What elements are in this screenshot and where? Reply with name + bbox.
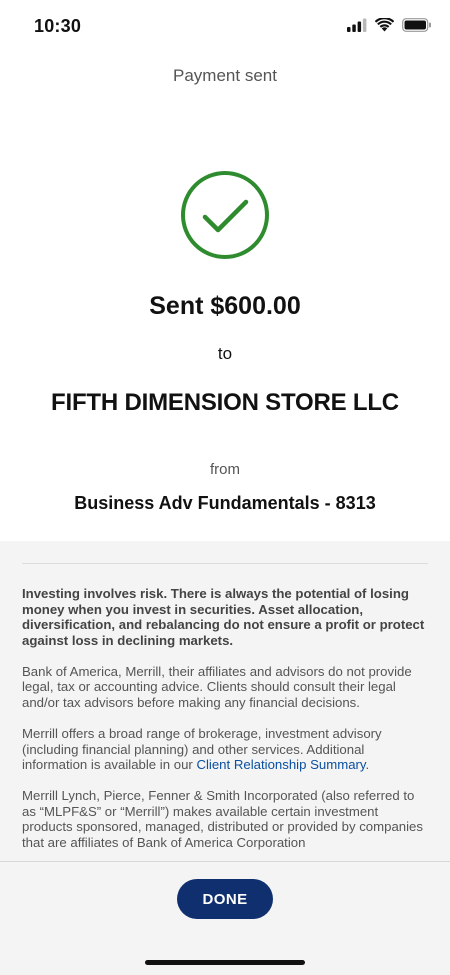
done-button[interactable]: DONE bbox=[177, 879, 273, 919]
mlpfs-disclosure: Merrill Lynch, Pierce, Fenner & Smith Incorporated (also referred to as “MLPF&S” or “Merrill”) makes available certain investment products sponsored, managed, distributed or provided by companies that are affiliates of Bank of America Corporation bbox=[22, 788, 423, 850]
status-bar bbox=[0, 0, 450, 52]
page-title: Payment sent bbox=[173, 66, 277, 85]
to-label: to bbox=[217, 344, 233, 363]
recipient-name: FIFTH DIMENSION STORE LLC bbox=[51, 389, 399, 416]
disclosure-text bbox=[22, 586, 430, 862]
sent-amount: Sent $600.00 bbox=[149, 292, 301, 320]
home-indicator[interactable] bbox=[145, 960, 305, 965]
services-disclosure-text: Merrill offers a broad range of brokerage, investment advisory (including financial planning) and other services. Additional information is available in our bbox=[22, 725, 382, 773]
status-time: 10:30 bbox=[34, 16, 82, 36]
footer bbox=[0, 862, 450, 975]
risk-disclosure: Investing involves risk. There is always the potential of losing money when you invest in securities. Asset allocation, diversification, and rebalancing do not ensure a profit or protect against loss in declining markets. bbox=[22, 586, 425, 648]
source-account: Business Adv Fundamentals - 8313 bbox=[74, 493, 376, 513]
signal-icon bbox=[347, 18, 367, 37]
checkmark-circle-icon bbox=[180, 170, 270, 260]
status-icons bbox=[347, 18, 432, 37]
divider bbox=[22, 563, 428, 564]
advice-disclosure: Bank of America, Merrill, their affiliates and advisors do not provide legal, tax or accounting advice. Clients should consult their legal and/or tax advisors before making any financial decisions. bbox=[22, 663, 412, 710]
client-relationship-summary-link[interactable]: Client Relationship Summary bbox=[196, 757, 366, 773]
disclosure-section[interactable] bbox=[0, 541, 450, 862]
wifi-icon bbox=[375, 18, 394, 37]
services-disclosure bbox=[22, 726, 430, 773]
from-label: from bbox=[210, 461, 240, 478]
battery-icon bbox=[402, 18, 432, 37]
services-disclosure-end: . bbox=[365, 757, 370, 773]
